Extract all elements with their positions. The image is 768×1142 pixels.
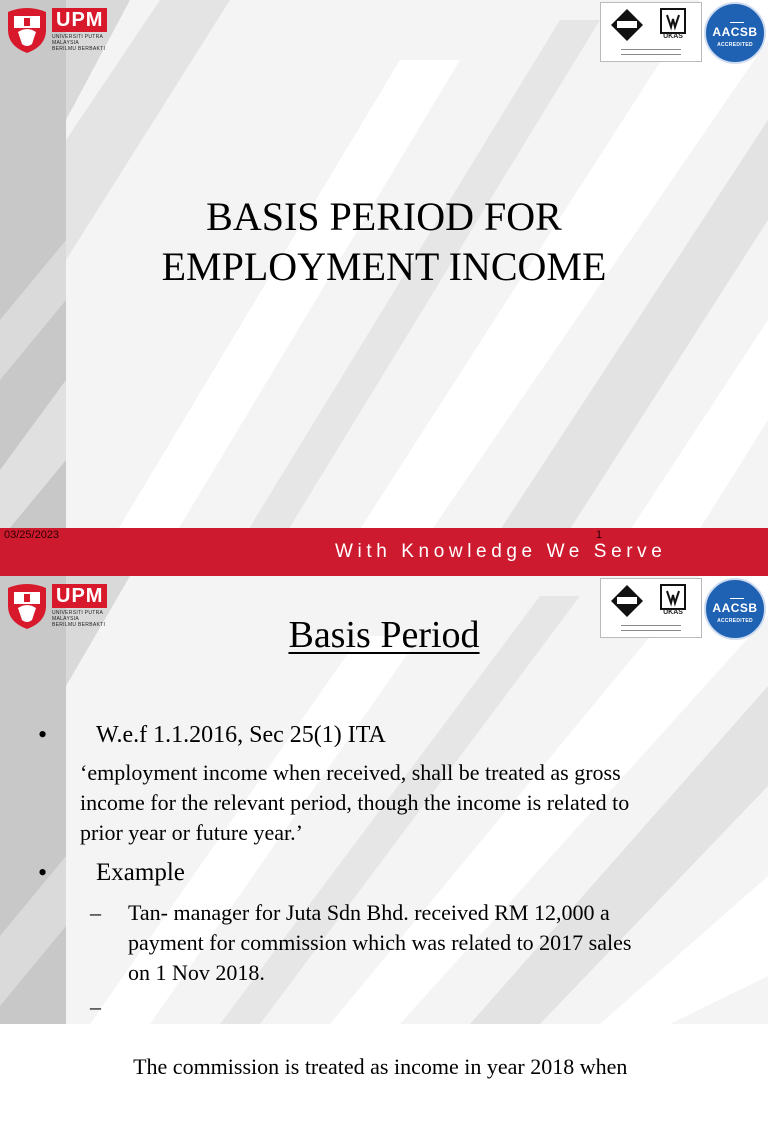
bullet-marker: • (38, 858, 48, 887)
aacsb-badge: AACSB ACCREDITED (704, 578, 766, 640)
upm-tagline: UNIVERSITI PUTRA MALAYSIA BERILMU BERBAKTI (52, 34, 106, 52)
upm-wordmark: UPM (52, 8, 107, 32)
upm-logo (0, 4, 120, 54)
quote-text: ‘employment income when received, shall be treated as gross income for the relevant period, though the income is related to prior year or future year.’ (80, 760, 630, 845)
ukas-label: UKAS (663, 609, 683, 616)
example-text: The commission is treated as income in year 2018 when (128, 1054, 628, 1079)
quality-certification (600, 2, 702, 62)
upm-tagline: UNIVERSITI PUTRA MALAYSIA BERILMU BERBAKTI (52, 610, 106, 628)
aacsb-columns-icon (730, 590, 744, 599)
dash-marker: – (90, 994, 101, 1019)
cert-text-line (621, 49, 681, 50)
slide-number: 1 (596, 529, 603, 541)
footer-date: 03/25/2023 (4, 529, 60, 541)
aacsb-badge: AACSB ACCREDITED (704, 2, 766, 64)
aacsb-columns-icon (730, 14, 744, 23)
upm-wordmark: UPM (52, 584, 107, 608)
footer-motto: With Knowledge We Serve (335, 541, 667, 562)
upm-crest-icon (4, 6, 50, 54)
slide-title: Basis Period (288, 614, 480, 656)
content-slide (0, 576, 768, 1079)
dash-marker: – (90, 900, 101, 925)
bullet-text: Example (96, 859, 185, 886)
slide-title: BASIS PERIOD FOR EMPLOYMENT INCOME (161, 194, 607, 289)
quality-system-icon (609, 7, 645, 43)
example-text: Tan- manager for Juta Sdn Bhd. received RM 12,000 a payment for commission which was related to 2017 sales on 1 Nov 2018. (128, 900, 632, 985)
bullet-marker: • (38, 720, 48, 749)
bullet-text: W.e.f 1.1.2016, Sec 25(1) ITA (96, 722, 386, 748)
ukas-label: UKAS (663, 33, 683, 40)
cert-text-line (621, 54, 681, 55)
footer-bar (0, 528, 768, 576)
